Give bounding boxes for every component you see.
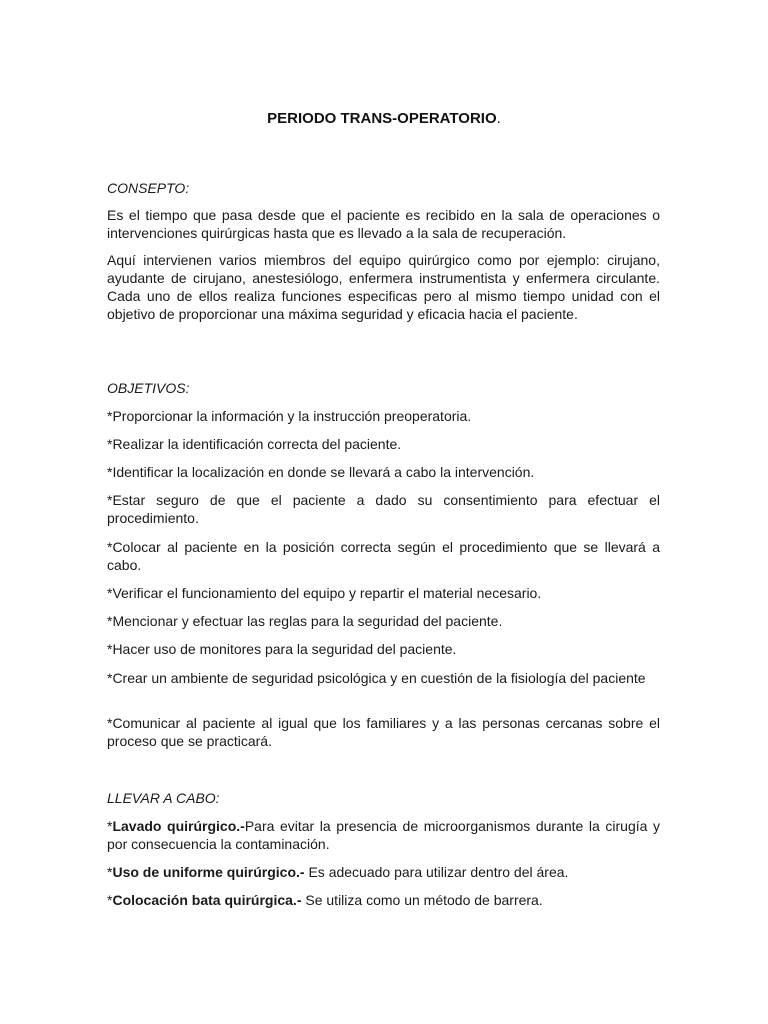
- page-title: [0, 110, 768, 128]
- objective-item: *Estar seguro de que el paciente a dado su consentimiento para efectuar el procedimiento.: [107, 492, 660, 526]
- concept-paragraph-1: Es el tiempo que pasa desde que el paciente es recibido en la sala de operaciones o intervenciones quirúrgicas hasta que es llevado a la sala de recuperación.: [107, 207, 660, 241]
- objective-item: *Verificar el funcionamiento del equipo y repartir el material necesario.: [107, 585, 542, 601]
- carry-out-item-prefix: *: [107, 864, 113, 880]
- carry-out-item-prefix: *: [107, 818, 113, 834]
- objective-item: *Hacer uso de monitores para la seguridad del paciente.: [107, 641, 457, 657]
- objective-item: *Mencionar y efectuar las reglas para la seguridad del paciente.: [107, 613, 503, 629]
- carry-out-heading: LLEVAR A CABO:: [107, 790, 220, 806]
- carry-out-item-term: Uso de uniforme quirúrgico.-: [112, 864, 305, 880]
- carry-out-item: [107, 863, 660, 881]
- concept-heading: CONSEPTO:: [107, 180, 190, 196]
- objective-item: *Colocar al paciente en la posición correcta según el procedimiento que se llevará a cabo.: [107, 539, 660, 573]
- carry-out-item-text: Es adecuado para utilizar dentro del área.: [304, 864, 569, 880]
- carry-out-item-text: Para evitar la presencia de microorganismos durante la cirugía y por consecuencia la contaminación.: [107, 818, 660, 852]
- carry-out-item-term: Lavado quirúrgico.-: [112, 818, 245, 834]
- objective-item: *Identificar la localización en donde se llevará a cabo la intervención.: [107, 464, 535, 480]
- carry-out-item-term: Colocación bata quirúrgica.-: [112, 892, 302, 908]
- carry-out-item: [107, 891, 660, 909]
- objective-item: *Proporcionar la información y la instrucción preoperatoria.: [107, 408, 472, 424]
- carry-out-item-prefix: *: [107, 892, 113, 908]
- objective-item: *Comunicar al paciente al igual que los familiares y a las personas cercanas sobre el proceso que se practicará.: [107, 715, 660, 749]
- page-title-text: PERIODO TRANS-OPERATORIO: [267, 110, 497, 127]
- objective-item: *Crear un ambiente de seguridad psicológica y en cuestión de la fisiología del paciente: [107, 670, 646, 686]
- objective-item: *Realizar la identificación correcta del paciente.: [107, 436, 402, 452]
- carry-out-item-text: Se utiliza como un método de barrera.: [301, 892, 543, 908]
- carry-out-item: [107, 817, 660, 853]
- objectives-heading: OBJETIVOS:: [107, 380, 190, 396]
- concept-paragraph-2: Aquí intervienen varios miembros del equipo quirúrgico como por ejemplo: cirujano, ayudante de cirujano, anestesiólogo, enfermera instrumentista y enfermera circulante. Cada uno de ellos realiza funciones especificas pero al mismo tiempo unidad con el objetivo de proporcionar una máxima seguridad y eficacia hacia el paciente.: [107, 252, 660, 322]
- page-title-suffix: .: [496, 110, 501, 127]
